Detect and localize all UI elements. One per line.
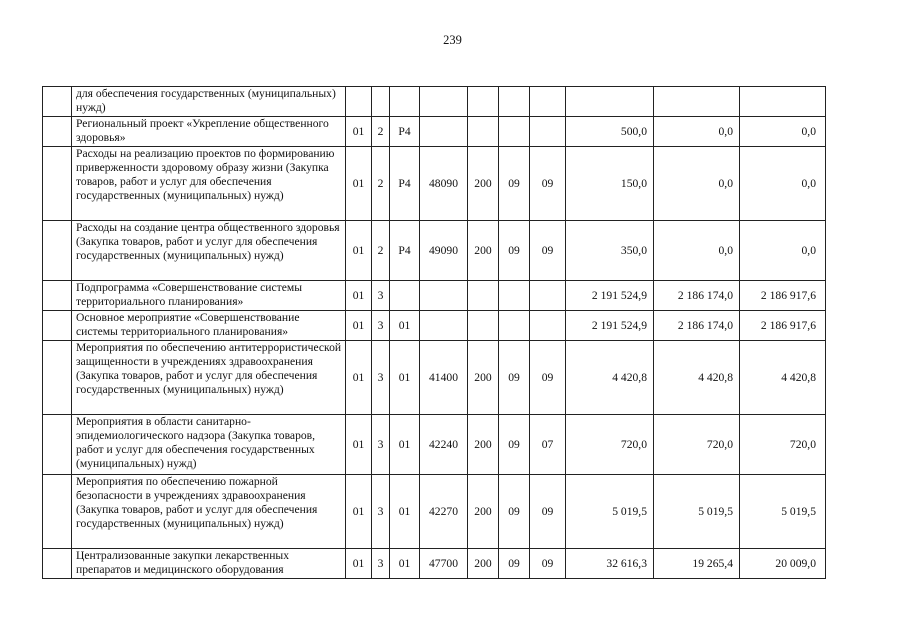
table-row <box>43 87 826 117</box>
direction-code-cell <box>420 311 468 341</box>
amount-year2-cell: 19 265,4 <box>654 549 740 579</box>
program-code-cell: 01 <box>346 475 372 549</box>
row-name-cell: Расходы на реализацию проектов по формированию приверженности здоровому образу жизни (Закупка товаров, работ и услуг для обеспечения государственных (муниципальных) нужд) <box>72 147 346 221</box>
row-number-cell <box>43 549 72 579</box>
table-row <box>43 117 826 147</box>
amount-year3-cell: 0,0 <box>740 147 826 221</box>
amount-year3-cell: 0,0 <box>740 221 826 281</box>
subprogram-code-cell <box>372 87 390 117</box>
direction-code-cell: 49090 <box>420 221 468 281</box>
subsection-code-cell <box>530 281 566 311</box>
table-row <box>43 147 826 221</box>
expense-type-code-cell <box>468 87 499 117</box>
amount-year1-cell: 500,0 <box>566 117 654 147</box>
table-row <box>43 311 826 341</box>
subprogram-code-cell: 2 <box>372 147 390 221</box>
direction-code-cell: 42270 <box>420 475 468 549</box>
row-name-cell: Мероприятия в области санитарно-эпидемиологического надзора (Закупка товаров, работ и услуг для обеспечения государственных (муниципальных) нужд) <box>72 415 346 475</box>
program-code-cell: 01 <box>346 147 372 221</box>
table-row <box>43 221 826 281</box>
activity-code-cell <box>390 87 420 117</box>
row-number-cell <box>43 475 72 549</box>
subsection-code-cell: 09 <box>530 475 566 549</box>
amount-year2-cell: 5 019,5 <box>654 475 740 549</box>
amount-year2-cell: 2 186 174,0 <box>654 311 740 341</box>
row-number-cell <box>43 341 72 415</box>
table-row <box>43 549 826 579</box>
subprogram-code-cell: 3 <box>372 549 390 579</box>
row-number-cell <box>43 281 72 311</box>
subprogram-code-cell: 3 <box>372 281 390 311</box>
page-number: 239 <box>443 33 462 47</box>
activity-code-cell <box>390 281 420 311</box>
subsection-code-cell: 09 <box>530 549 566 579</box>
subsection-code-cell <box>530 311 566 341</box>
row-name-cell: Подпрограмма «Совершенствование системы территориального планирования» <box>72 281 346 311</box>
direction-code-cell: 42240 <box>420 415 468 475</box>
section-code-cell: 09 <box>499 475 530 549</box>
amount-year3-cell: 2 186 917,6 <box>740 311 826 341</box>
amount-year1-cell: 5 019,5 <box>566 475 654 549</box>
expense-type-code-cell: 200 <box>468 415 499 475</box>
row-name-cell: для обеспечения государственных (муниципальных) нужд) <box>72 87 346 117</box>
activity-code-cell: Р4 <box>390 147 420 221</box>
section-code-cell <box>499 311 530 341</box>
amount-year3-cell: 2 186 917,6 <box>740 281 826 311</box>
amount-year3-cell <box>740 87 826 117</box>
program-code-cell: 01 <box>346 117 372 147</box>
amount-year1-cell: 150,0 <box>566 147 654 221</box>
row-name-cell: Региональный проект «Укрепление общественного здоровья» <box>72 117 346 147</box>
section-code-cell <box>499 87 530 117</box>
direction-code-cell <box>420 87 468 117</box>
subsection-code-cell: 09 <box>530 341 566 415</box>
row-name-cell: Централизованные закупки лекарственных препаратов и медицинского оборудования <box>72 549 346 579</box>
row-number-cell <box>43 221 72 281</box>
amount-year3-cell: 720,0 <box>740 415 826 475</box>
amount-year3-cell: 4 420,8 <box>740 341 826 415</box>
expense-type-code-cell: 200 <box>468 475 499 549</box>
activity-code-cell: 01 <box>390 549 420 579</box>
amount-year2-cell: 0,0 <box>654 221 740 281</box>
subprogram-code-cell: 3 <box>372 311 390 341</box>
amount-year1-cell: 4 420,8 <box>566 341 654 415</box>
subsection-code-cell: 09 <box>530 221 566 281</box>
amount-year1-cell: 32 616,3 <box>566 549 654 579</box>
activity-code-cell: 01 <box>390 475 420 549</box>
expense-type-code-cell <box>468 311 499 341</box>
activity-code-cell: Р4 <box>390 117 420 147</box>
row-name-cell: Мероприятия по обеспечению пожарной безопасности в учреждениях здравоохранения (Закупка товаров, работ и услуг для обеспечения государственных (муниципальных) нужд) <box>72 475 346 549</box>
section-code-cell: 09 <box>499 221 530 281</box>
amount-year3-cell: 20 009,0 <box>740 549 826 579</box>
expense-type-code-cell <box>468 117 499 147</box>
program-code-cell: 01 <box>346 311 372 341</box>
amount-year2-cell <box>654 87 740 117</box>
amount-year2-cell: 0,0 <box>654 147 740 221</box>
direction-code-cell <box>420 117 468 147</box>
expense-type-code-cell <box>468 281 499 311</box>
budget-table <box>42 86 826 579</box>
program-code-cell: 01 <box>346 549 372 579</box>
direction-code-cell: 47700 <box>420 549 468 579</box>
amount-year3-cell: 5 019,5 <box>740 475 826 549</box>
amount-year2-cell: 0,0 <box>654 117 740 147</box>
amount-year2-cell: 2 186 174,0 <box>654 281 740 311</box>
row-name-cell: Расходы на создание центра общественного здоровья (Закупка товаров, работ и услуг для обеспечения государственных (муниципальных) нужд) <box>72 221 346 281</box>
amount-year2-cell: 720,0 <box>654 415 740 475</box>
subprogram-code-cell: 2 <box>372 117 390 147</box>
subprogram-code-cell: 3 <box>372 475 390 549</box>
subsection-code-cell: 07 <box>530 415 566 475</box>
expense-type-code-cell: 200 <box>468 147 499 221</box>
section-code-cell: 09 <box>499 549 530 579</box>
table-row <box>43 341 826 415</box>
section-code-cell: 09 <box>499 147 530 221</box>
row-number-cell <box>43 147 72 221</box>
amount-year1-cell: 2 191 524,9 <box>566 281 654 311</box>
direction-code-cell: 41400 <box>420 341 468 415</box>
row-number-cell <box>43 87 72 117</box>
program-code-cell <box>346 87 372 117</box>
row-number-cell <box>43 311 72 341</box>
expense-type-code-cell: 200 <box>468 221 499 281</box>
section-code-cell <box>499 281 530 311</box>
row-name-cell: Мероприятия по обеспечению антитеррористической защищенности в учреждениях здравоохранения (Закупка товаров, работ и услуг для обеспечения государственных (муниципальных) нужд) <box>72 341 346 415</box>
table-row <box>43 475 826 549</box>
amount-year2-cell: 4 420,8 <box>654 341 740 415</box>
subprogram-code-cell: 3 <box>372 341 390 415</box>
table-row <box>43 281 826 311</box>
section-code-cell: 09 <box>499 341 530 415</box>
section-code-cell: 09 <box>499 415 530 475</box>
amount-year1-cell: 2 191 524,9 <box>566 311 654 341</box>
section-code-cell <box>499 117 530 147</box>
activity-code-cell: 01 <box>390 311 420 341</box>
program-code-cell: 01 <box>346 415 372 475</box>
row-number-cell <box>43 415 72 475</box>
expense-type-code-cell: 200 <box>468 549 499 579</box>
row-number-cell <box>43 117 72 147</box>
row-name-cell: Основное мероприятие «Совершенствование системы территориального планирования» <box>72 311 346 341</box>
amount-year1-cell <box>566 87 654 117</box>
activity-code-cell: 01 <box>390 415 420 475</box>
subsection-code-cell <box>530 87 566 117</box>
amount-year1-cell: 720,0 <box>566 415 654 475</box>
direction-code-cell: 48090 <box>420 147 468 221</box>
amount-year3-cell: 0,0 <box>740 117 826 147</box>
subsection-code-cell <box>530 117 566 147</box>
direction-code-cell <box>420 281 468 311</box>
activity-code-cell: Р4 <box>390 221 420 281</box>
amount-year1-cell: 350,0 <box>566 221 654 281</box>
program-code-cell: 01 <box>346 281 372 311</box>
subprogram-code-cell: 2 <box>372 221 390 281</box>
program-code-cell: 01 <box>346 221 372 281</box>
subsection-code-cell: 09 <box>530 147 566 221</box>
expense-type-code-cell: 200 <box>468 341 499 415</box>
program-code-cell: 01 <box>346 341 372 415</box>
subprogram-code-cell: 3 <box>372 415 390 475</box>
activity-code-cell: 01 <box>390 341 420 415</box>
table-row <box>43 415 826 475</box>
